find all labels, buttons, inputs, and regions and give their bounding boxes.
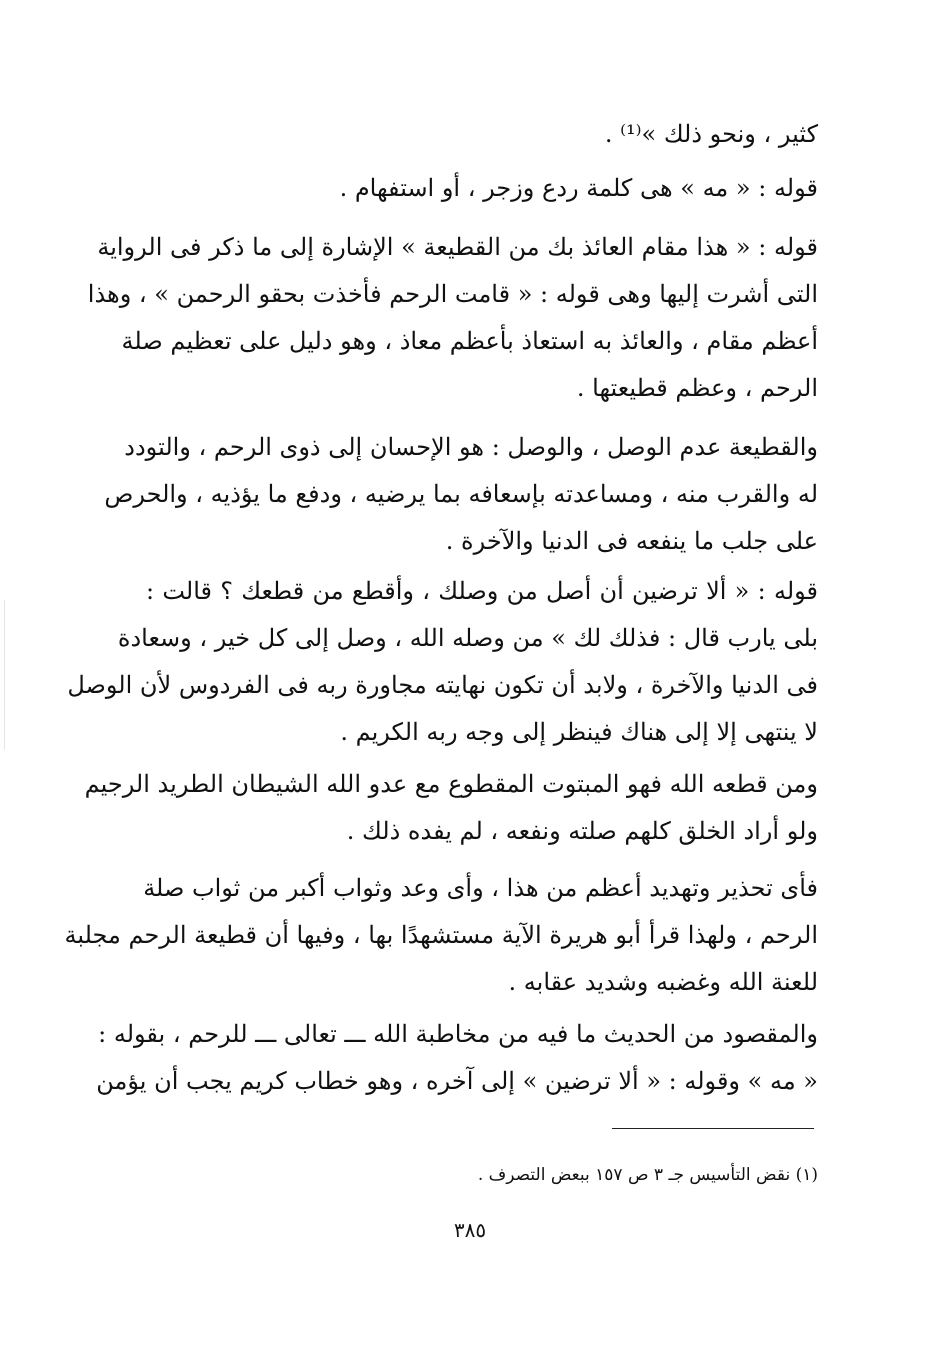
text-line: على جلب ما ينفعه فى الدنيا والآخرة . [445,527,818,555]
text-line: الرحم ، ولهذا قرأ أبو هريرة الآية مستشهدًا بها ، وفيها أن قطيعة الرحم مجلبة [64,921,818,949]
text-line: لا ينتهى إلا إلى هناك فينظر إلى وجه ربه الكريم . [340,718,818,746]
footnote-separator [612,1128,814,1129]
text-line: له والقرب منه ، ومساعدته بإسعافه بما يرضيه ، ودفع ما يؤذيه ، والحرص [104,480,818,508]
text-line: كثير ، ونحو ذلك »⁽¹⁾ . [604,120,818,148]
text-line: للعنة الله وغضبه وشديد عقابه . [508,968,818,996]
text-line: قوله : « هذا مقام العائذ بك من القطيعة » الإشارة إلى ما ذكر فى الرواية [97,233,818,261]
text-line: « مه » وقوله : « ألا ترضين » إلى آخره ، وهو خطاب كريم يجب أن يؤمن [96,1067,818,1095]
text-line: بلى يارب قال : فذلك لك » من وصله الله ، وصل إلى كل خير ، وسعادة [117,624,818,652]
text-line: قوله : « مه » هى كلمة ردع وزجر ، أو استفهام . [339,174,818,202]
text-line: التى أشرت إليها وهى قوله : « قامت الرحم فأخذت بحقو الرحمن » ، وهذا [87,280,818,308]
text-line: والمقصود من الحديث ما فيه من مخاطبة الله ـــ تعالى ـــ للرحم ، بقوله : [98,1020,818,1048]
footnote: (١) نقض التأسيس جـ ٣ ص ١٥٧ ببعض التصرف . [477,1165,818,1185]
text-line: ومن قطعه الله فهو المبتوت المقطوع مع عدو الله الشيطان الطريد الرجيم [84,770,818,798]
text-line: والقطيعة عدم الوصل ، والوصل : هو الإحسان إلى ذوى الرحم ، والتودد [124,433,818,461]
text-line: ولو أراد الخلق كلهم صلته ونفعه ، لم يفده ذلك . [346,817,818,845]
text-line: أعظم مقام ، والعائذ به استعاذ بأعظم معاذ ، وهو دليل على تعظيم صلة [121,327,818,355]
scan-edge-mark [4,600,5,750]
text-line: قوله : « ألا ترضين أن أصل من وصلك ، وأقطع من قطعك ؟ قالت : [146,577,818,605]
text-line: فأى تحذير وتهديد أعظم من هذا ، وأى وعد وثواب أكبر من ثواب صلة [143,874,818,902]
page-number: ٣٨٥ [453,1218,487,1242]
text-line: الرحم ، وعظم قطيعتها . [576,374,818,402]
text-line: فى الدنيا والآخرة ، ولابد أن تكون نهايته مجاورة ربه فى الفردوس لأن الوصل [67,671,818,699]
